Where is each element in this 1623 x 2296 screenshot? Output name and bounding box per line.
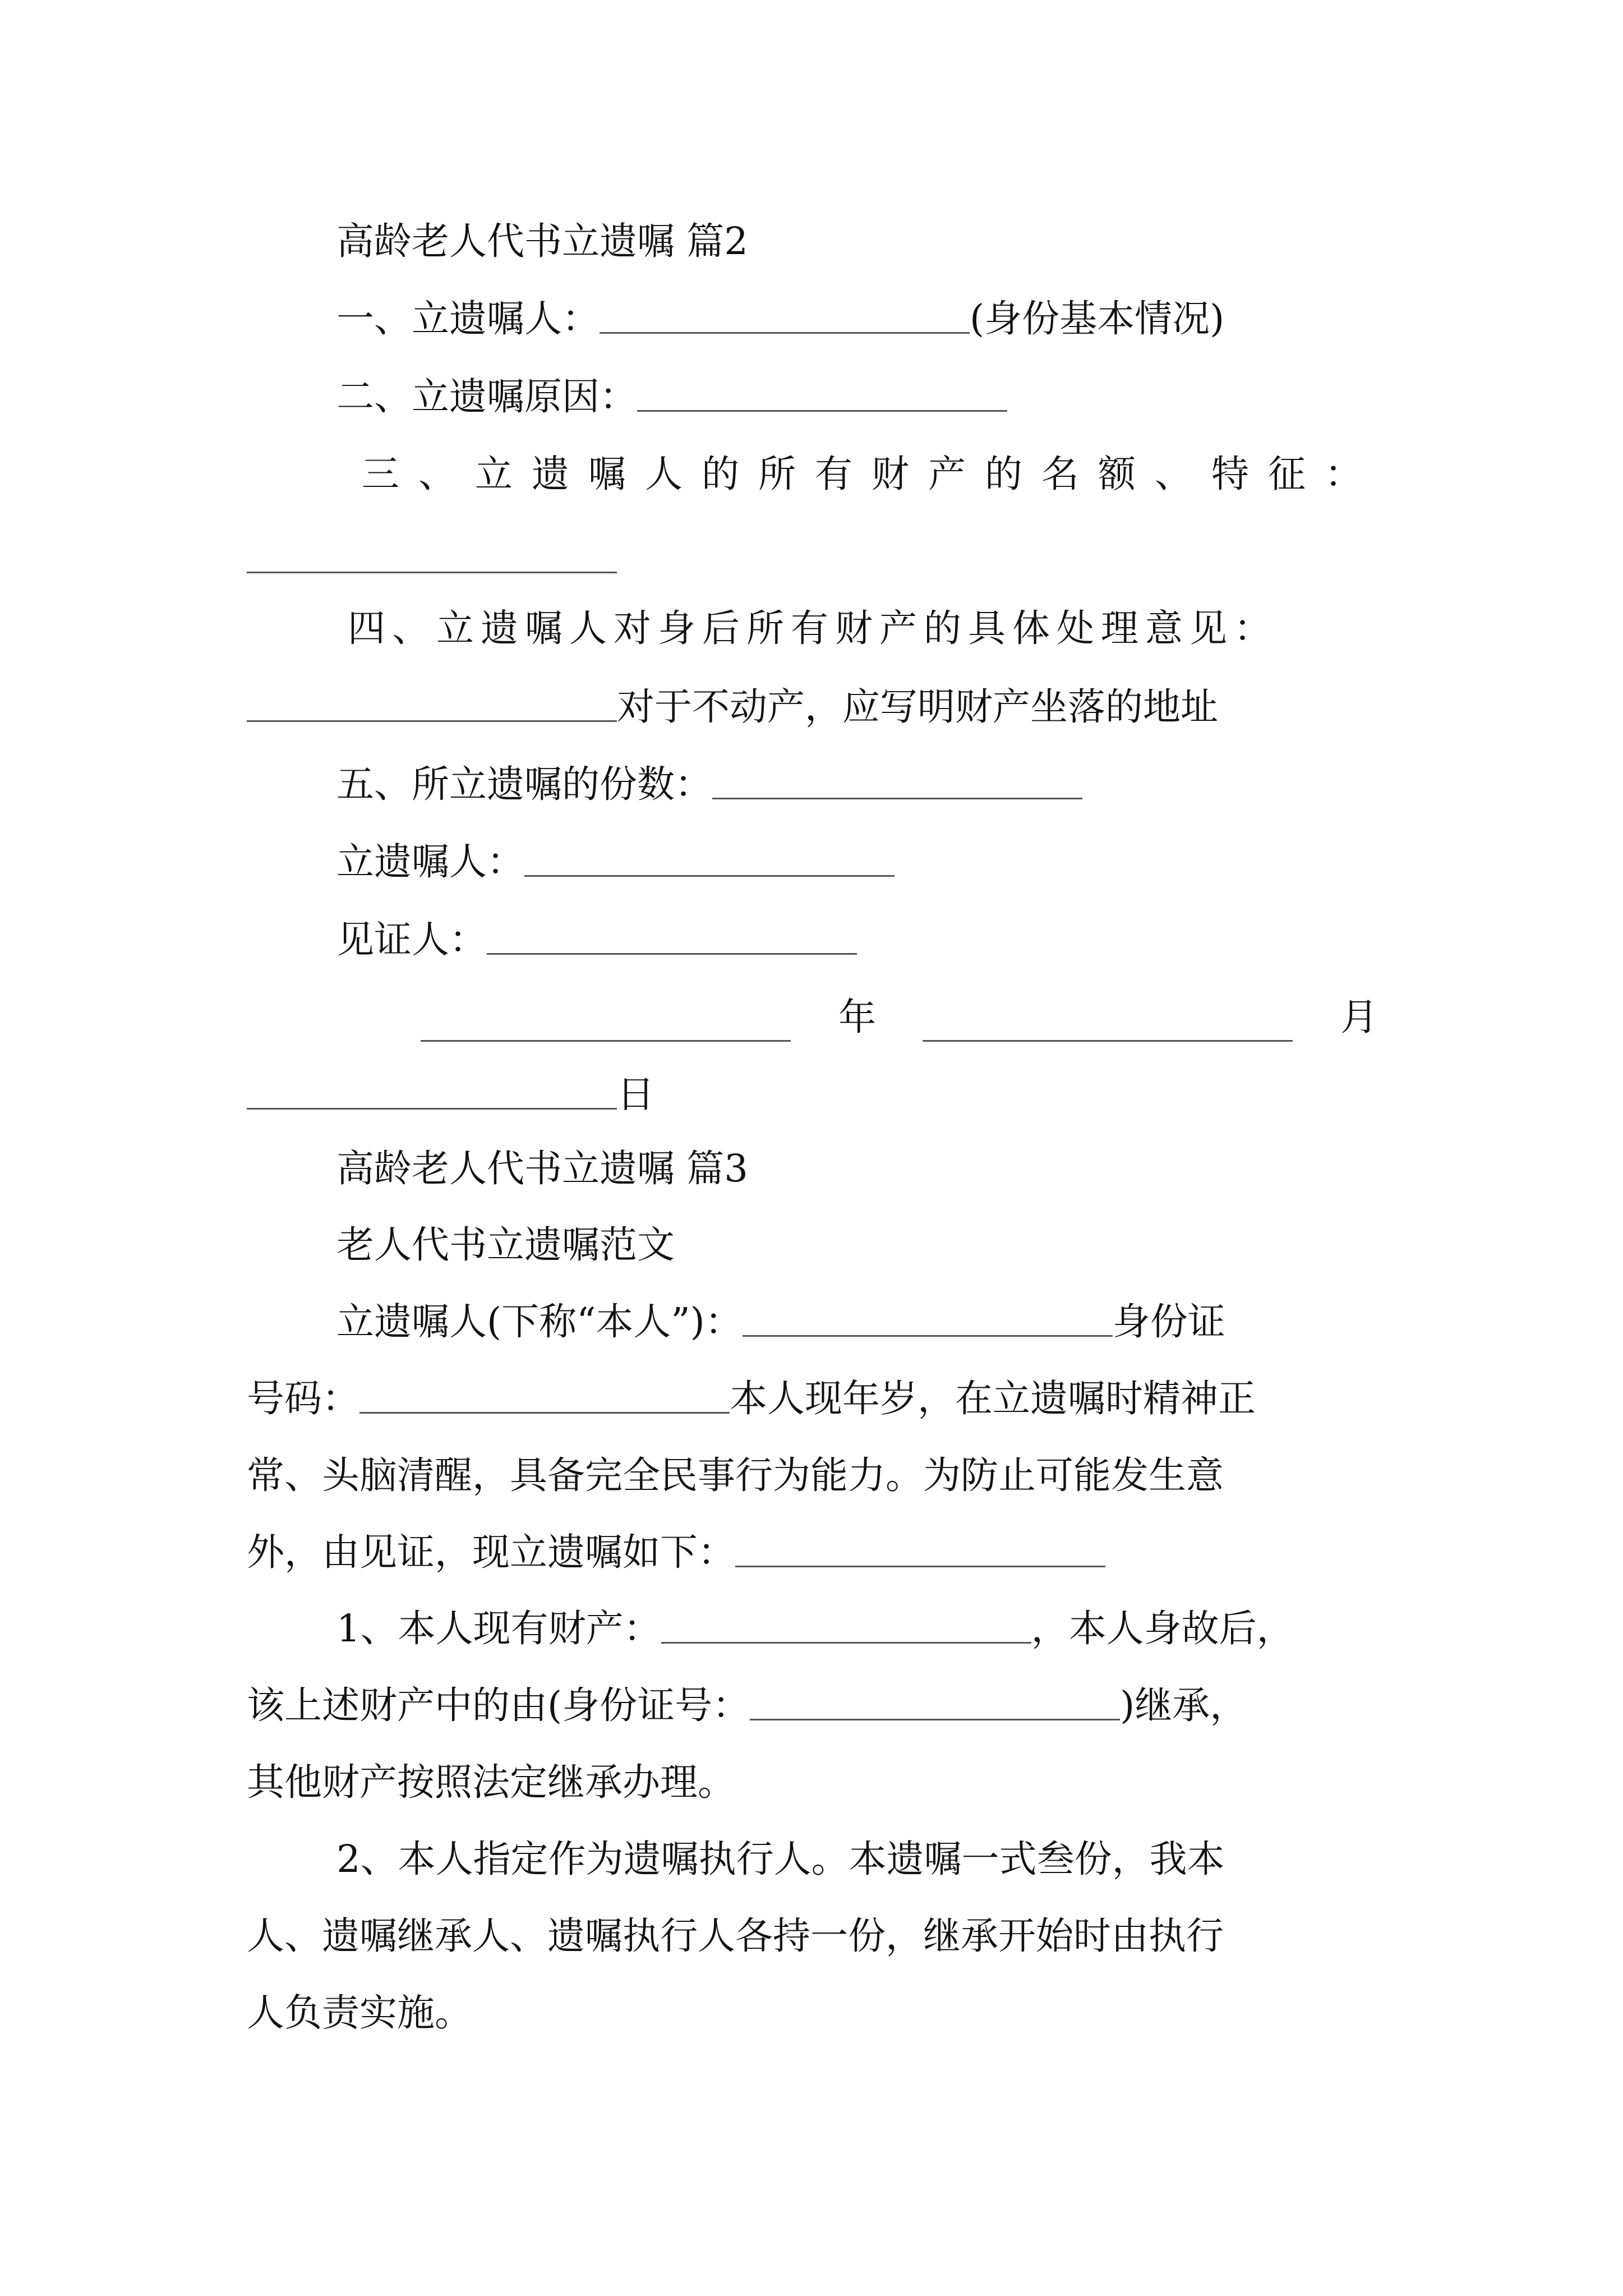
copies-line: 五、所立遗嘱的份数： <box>336 753 1082 815</box>
intro-blank[interactable] <box>735 1532 1105 1567</box>
disposal-blank[interactable] <box>247 687 617 722</box>
property-list-blank[interactable] <box>661 1608 1031 1644</box>
date-year-blank[interactable] <box>421 1006 791 1042</box>
witness-blank[interactable] <box>487 919 857 955</box>
testator-sign-line: 立遗嘱人： <box>336 831 895 892</box>
disposal-heading: 四、立遗嘱人对身后所有财产的具体处理意见： <box>348 606 1278 650</box>
property-blank[interactable] <box>247 538 617 573</box>
testator-sign-blank[interactable] <box>524 841 895 877</box>
heir-id-blank[interactable] <box>750 1685 1120 1720</box>
property-heading: 三、立遗嘱人的所有财产的名额、特征： <box>362 452 1381 496</box>
section-2-title: 高龄老人代书立遗嘱 篇2 <box>336 219 748 263</box>
reason-line: 二、立遗嘱原因： <box>336 366 1007 427</box>
property-line <box>247 527 617 589</box>
section-3-subtitle: 老人代书立遗嘱范文 <box>336 1223 675 1267</box>
testator-line: 一、立遗嘱人： (身份基本情况) <box>336 297 1225 341</box>
clause-2-line-1: 2、本人指定作为遗嘱执行人。本遗嘱一式叁份，我本 <box>336 1837 1225 1881</box>
testator-blank[interactable] <box>600 298 970 334</box>
clause-2-line-3: 人负责实施。 <box>247 1991 472 2035</box>
intro-line-4: 外，由见证，现立遗嘱如下： <box>247 1521 1105 1583</box>
intro-line-2: 号码： 本人现年岁，在立遗嘱时精神正 <box>247 1377 1256 1420</box>
reason-blank[interactable] <box>637 376 1007 412</box>
copies-blank[interactable] <box>712 764 1082 799</box>
witness-line: 见证人： <box>336 909 857 970</box>
section-3-title: 高龄老人代书立遗嘱 篇3 <box>336 1147 748 1190</box>
disposal-line: 对于不动产，应写明财产坐落的地址 <box>247 676 1218 738</box>
testator-name-blank[interactable] <box>743 1301 1113 1337</box>
clause-1-line-1: 1、本人现有财产： ，本人身故后， <box>336 1607 1294 1650</box>
id-number-blank[interactable] <box>359 1378 730 1414</box>
clause-2-line-2: 人、遗嘱继承人、遗嘱执行人各持一份，继承开始时由执行 <box>247 1914 1224 1958</box>
date-line: 年 月 <box>421 986 1385 1048</box>
intro-line-3: 常、头脑清醒，具备完全民事行为能力。为防止可能发生意 <box>247 1453 1224 1497</box>
date-month-blank[interactable] <box>923 1006 1293 1042</box>
intro-line-1: 立遗嘱人(下称“本人”)： 身份证 <box>336 1300 1225 1343</box>
date-day-blank[interactable] <box>247 1074 617 1110</box>
clause-1-line-3: 其他财产按照法定继承办理。 <box>247 1760 735 1804</box>
date-day-line: 日 <box>247 1064 654 1125</box>
clause-1-line-2: 该上述财产中的由(身份证号： )继承， <box>247 1683 1248 1727</box>
